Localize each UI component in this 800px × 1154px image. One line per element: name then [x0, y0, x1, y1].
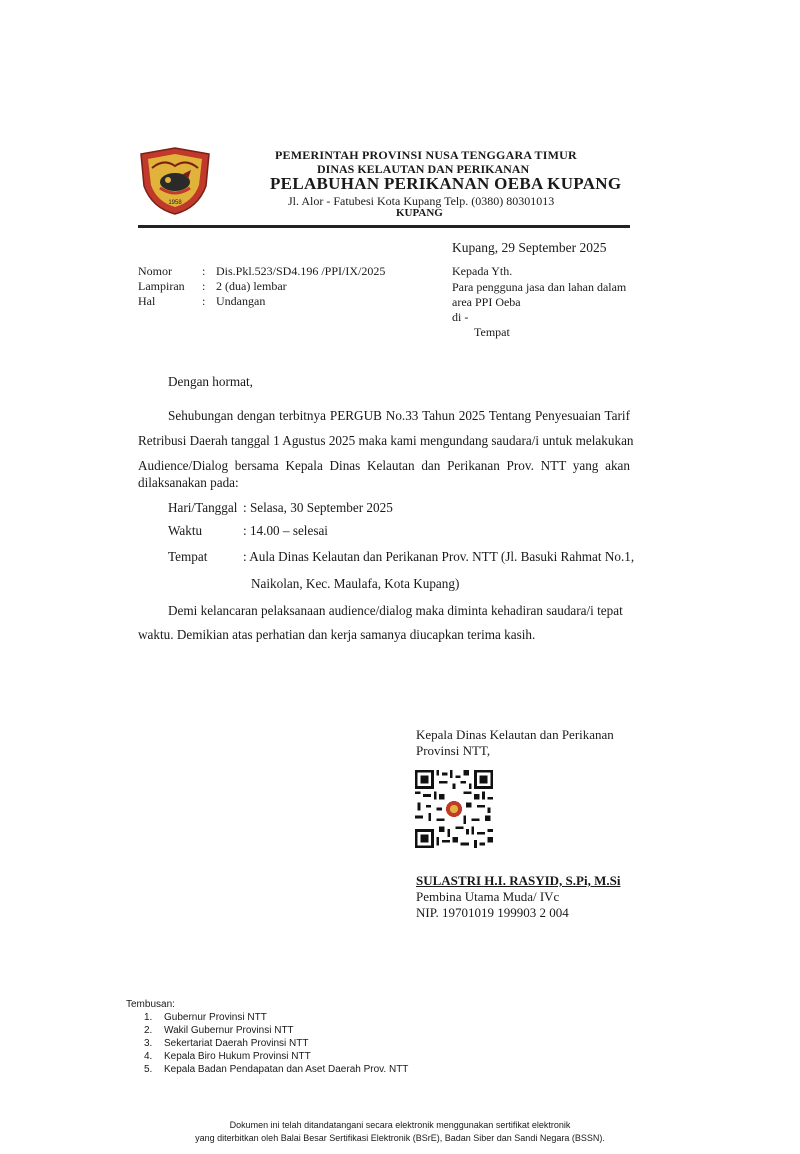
- province-emblem-logo: [138, 146, 212, 216]
- cc-item-text: Kepala Badan Pendapatan dan Aset Daerah Prov. NTT: [164, 1064, 409, 1075]
- paragraph-1-line-2: Retribusi Daerah tanggal 1 Agustus 2025 maka kami mengundang saudara/i untuk melakukan: [138, 433, 634, 448]
- schedule-place-value-2: Naikolan, Kec. Maulafa, Kota Kupang): [251, 576, 460, 591]
- e-signature-notice-line-1: Dokumen ini telah ditandatangani secara elektronik menggunakan sertifikat elektronik: [229, 1120, 571, 1130]
- nomor-colon: :: [202, 264, 206, 278]
- schedule-time-label: Waktu: [168, 523, 203, 538]
- qr-code: [415, 770, 493, 848]
- signatory-title-1: Kepala Dinas Kelautan dan Perikanan: [416, 727, 614, 742]
- e-signature-notice-line-2: yang diterbitkan oleh Balai Besar Sertifikasi Elektronik (BSrE), Badan Siber dan Sandi Negara (BSSN).: [195, 1133, 605, 1143]
- schedule-day-value: : Selasa, 30 September 2025: [243, 500, 393, 515]
- cc-item-number: 2.: [144, 1025, 153, 1036]
- cc-item-number: 3.: [144, 1038, 153, 1049]
- salutation: Dengan hormat,: [168, 374, 253, 389]
- recipient-line-4: di -: [452, 310, 469, 324]
- schedule-time-value: : 14.00 – selesai: [243, 523, 328, 538]
- letterhead-city: KUPANG: [396, 207, 443, 219]
- signatory-name: SULASTRI H.I. RASYID, S.Pi, M.Si: [416, 873, 621, 888]
- recipient-line-3: area PPI Oeba: [452, 295, 521, 309]
- schedule-day-label: Hari/Tanggal: [168, 500, 238, 515]
- paragraph-1-line-1: Sehubungan dengan terbitnya PERGUB No.33 Tahun 2025 Tentang Penyesuaian Tarif: [168, 408, 630, 423]
- cc-heading: Tembusan:: [126, 999, 175, 1010]
- hal-label: Hal: [138, 294, 156, 308]
- schedule-place-value-1: : Aula Dinas Kelautan dan Perikanan Prov. NTT (Jl. Basuki Rahmat No.1,: [243, 549, 635, 564]
- logo-year: 1958: [168, 200, 182, 206]
- cc-item-number: 1.: [144, 1012, 153, 1023]
- letter-date: Kupang, 29 September 2025: [452, 240, 607, 255]
- recipient-line-5: Tempat: [474, 325, 510, 339]
- nomor-value: Dis.Pkl.523/SD4.196 /PPI/IX/2025: [216, 264, 386, 278]
- recipient-line-1: Kepada Yth.: [452, 264, 513, 278]
- cc-item-number: 5.: [144, 1064, 153, 1075]
- hal-colon: :: [202, 294, 206, 308]
- letterhead-government: PEMERINTAH PROVINSI NUSA TENGGARA TIMUR: [275, 148, 577, 162]
- recipient-line-2: Para pengguna jasa dan lahan dalam: [452, 280, 627, 294]
- paragraph-2-line-1: Demi kelancaran pelaksanaan audience/dialog maka diminta kehadiran saudara/i tepat: [168, 603, 623, 618]
- cc-item-text: Wakil Gubernur Provinsi NTT: [164, 1025, 294, 1036]
- signatory-nip: NIP. 19701019 199903 2 004: [416, 905, 569, 920]
- paragraph-1-line-4: dilaksanakan pada:: [138, 475, 239, 490]
- signatory-title-2: Provinsi NTT,: [416, 743, 491, 758]
- lampiran-label: Lampiran: [138, 279, 185, 293]
- letterhead-department: DINAS KELAUTAN DAN PERIKANAN: [317, 162, 530, 176]
- signatory-rank: Pembina Utama Muda/ IVc: [416, 889, 560, 904]
- paragraph-2-line-2: waktu. Demikian atas perhatian dan kerja samanya diucapkan terima kasih.: [138, 627, 536, 642]
- letterhead-office: PELABUHAN PERIKANAN OEBA KUPANG: [270, 174, 622, 193]
- cc-item-number: 4.: [144, 1051, 153, 1062]
- schedule-place-label: Tempat: [168, 549, 208, 564]
- letterhead-address: Jl. Alor - Fatubesi Kota Kupang Telp. (0380) 80301013: [288, 194, 555, 208]
- cc-item-text: Sekertariat Daerah Provinsi NTT: [164, 1038, 309, 1049]
- hal-value: Undangan: [216, 294, 266, 308]
- paragraph-1-line-3: Audience/Dialog bersama Kepala Dinas Kelautan dan Perikanan Prov. NTT yang akan: [138, 458, 630, 473]
- lampiran-value: 2 (dua) lembar: [216, 279, 287, 293]
- nomor-label: Nomor: [138, 264, 172, 278]
- letterhead-rule: [138, 225, 630, 228]
- lampiran-colon: :: [202, 279, 206, 293]
- cc-item-text: Kepala Biro Hukum Provinsi NTT: [164, 1051, 311, 1062]
- cc-item-text: Gubernur Provinsi NTT: [164, 1012, 267, 1023]
